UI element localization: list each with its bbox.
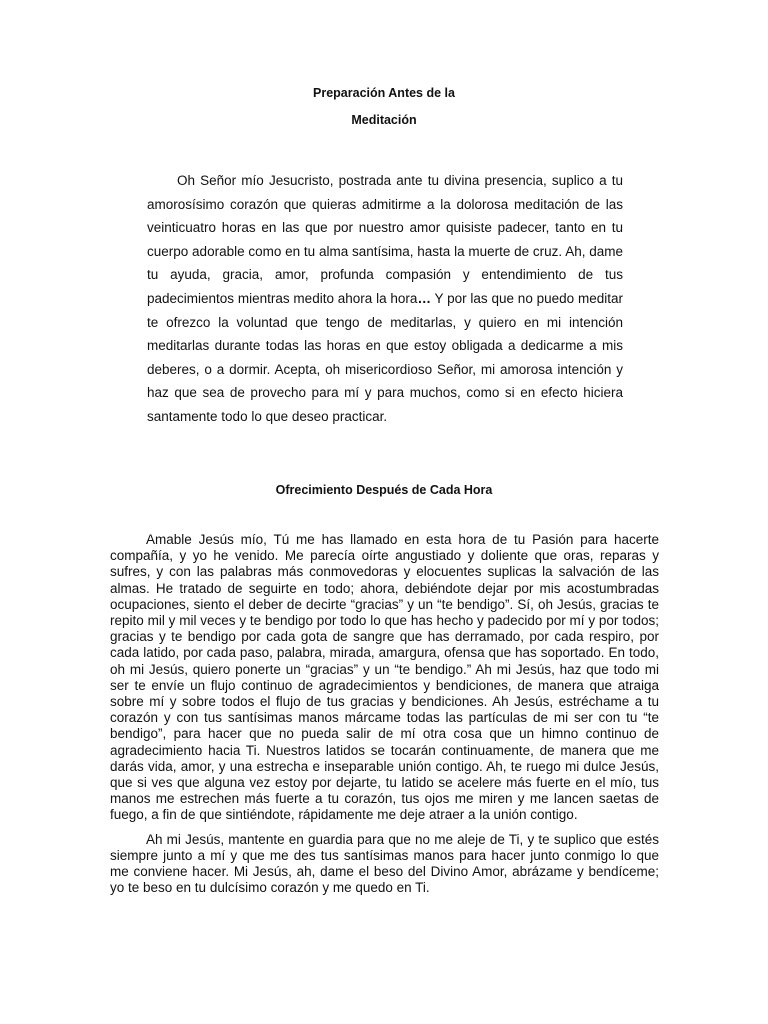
section1-title-line1: Preparación Antes de la <box>313 86 455 100</box>
section2-paragraph-1: Amable Jesús mío, Tú me has llamado en esta hora de tu Pasión para hacerte compañía, y yo he venido. Me parecía oírte angustiado y doliente que oras, reparas y sufres, y con las palabras más conmovedoras y elocuentes suplicas la salvación de las almas. He tratado de seguirte en todo; ahora, debiéndote dejar por mis acostumbradas ocupaciones, siento el deber de decirte “gracias” y un “te bendigo”. Sí, oh Jesús, gracias te repito mil y mil veces y te bendigo por todo lo que has hecho y padecido por mí y por todos; gracias y te bendigo por cada gota de sangre que has derramado, por cada respiro, por cada latido, por cada paso, palabra, mirada, amargura, ofensa que has soportado. En todo, oh mi Jesús, quiero ponerte un “gracias” y un “te bendigo.” Ah mi Jesús, haz que todo mi ser te envíe un flujo continuo de agradecimientos y bendiciones, de manera que atraiga sobre mí y sobre todos el flujo de tus gracias y bendiciones. Ah Jesús, estréchame a tu corazón y con tus santísimas manos márcame todas las partículas de mi ser con tu “te bendigo”, para hacer que no pueda salir de mí otra cosa que un himno continuo de agradecimiento hacia Ti. Nuestros latidos se tocarán continuamente, de manera que me darás vida, amor, y una estrecha e inseparable unión contigo. Ah, te ruego mi dulce Jesús, que si ves que alguna vez estoy por dejarte, tu latido se acelere más fuerte en el mío, tus manos me estrechen más fuerte a tu corazón, tus ojos me miren y me lancen saetas de fuego, a fin de que sintiéndote, rápidamente me deje atraer a la unión contigo. <box>110 532 659 823</box>
section1-paragraph-text-before: Oh Señor mío Jesucristo, postrada ante tu divina presencia, suplico a tu amorosísimo corazón que quieras admitirme a la dolorosa meditación de las veinticuatro horas en las que por nuestro amor quisiste padecer, tanto en tu cuerpo adorable como en tu alma santísima, hasta la muerte de cruz. Ah, dame tu ayuda, gracia, amor, profunda compasión y entendimiento de tus padecimientos mientras medito ahora la hora <box>147 173 623 306</box>
section1-paragraph-ellipsis: … <box>417 290 431 306</box>
section2-body <box>110 532 659 904</box>
section1-paragraph-text-after: Y por las que no puedo meditar te ofrezco la voluntad que tengo de meditarlas, y quiero en mi intención meditarlas durante todas las horas en que estoy obligada a dedicarme a mis deberes, o a dormir. Acepta, oh misericordioso Señor, mi amorosa intención y haz que sea de provecho para mí y para muchos, como si en efecto hiciera santamente todo lo que deseo practicar. <box>147 290 623 424</box>
section1-paragraph <box>147 169 623 429</box>
section1-title-line2: Meditación <box>351 113 417 127</box>
section2-title: Ofrecimiento Después de Cada Hora <box>275 483 493 497</box>
section2-paragraph-2: Ah mi Jesús, mantente en guardia para que no me aleje de Ti, y te suplico que estés siempre junto a mí y que me des tus santísimas manos para hacer junto conmigo lo que me conviene hacer. Mi Jesús, ah, dame el beso del Divino Amor, abrázame y bendíceme; yo te beso en tu dulcísimo corazón y me quedo en Ti. <box>110 831 659 896</box>
